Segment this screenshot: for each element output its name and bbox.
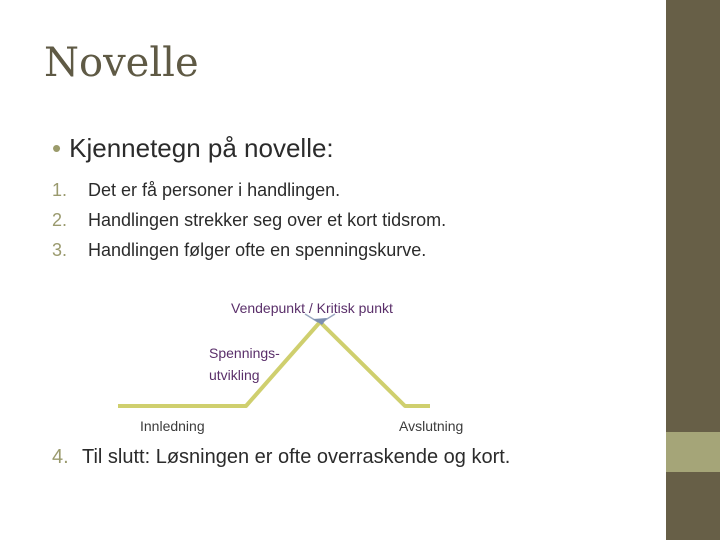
end-label: Avslutning bbox=[399, 418, 464, 434]
tension-curve-line bbox=[118, 322, 430, 406]
start-label: Innledning bbox=[140, 418, 205, 434]
rise-label-line1: Spennings- bbox=[209, 345, 280, 361]
list-number: 2. bbox=[52, 209, 68, 230]
bullet-dot-icon: • bbox=[52, 133, 62, 163]
peak-label: Vendepunkt / Kritisk punkt bbox=[231, 300, 393, 316]
side-decoration-accent bbox=[666, 432, 720, 472]
list-number: 3. bbox=[52, 239, 68, 260]
rise-label-line2: utvikling bbox=[209, 367, 260, 383]
list-text: Til slutt: Løsningen er ofte overraskende og kort. bbox=[82, 446, 511, 468]
list-text: Handlingen følger ofte en spenningskurve. bbox=[88, 239, 427, 260]
list-text: Handlingen strekker seg over et kort tidsrom. bbox=[88, 209, 447, 230]
list-number: 1. bbox=[52, 179, 68, 200]
slide-title: Novelle bbox=[44, 40, 199, 86]
list-number: 4. bbox=[52, 446, 69, 468]
list-text: Det er få personer i handlingen. bbox=[88, 179, 341, 200]
bullet-text: Kjennetegn på novelle: bbox=[69, 133, 334, 163]
list-item-4 bbox=[52, 446, 510, 469]
